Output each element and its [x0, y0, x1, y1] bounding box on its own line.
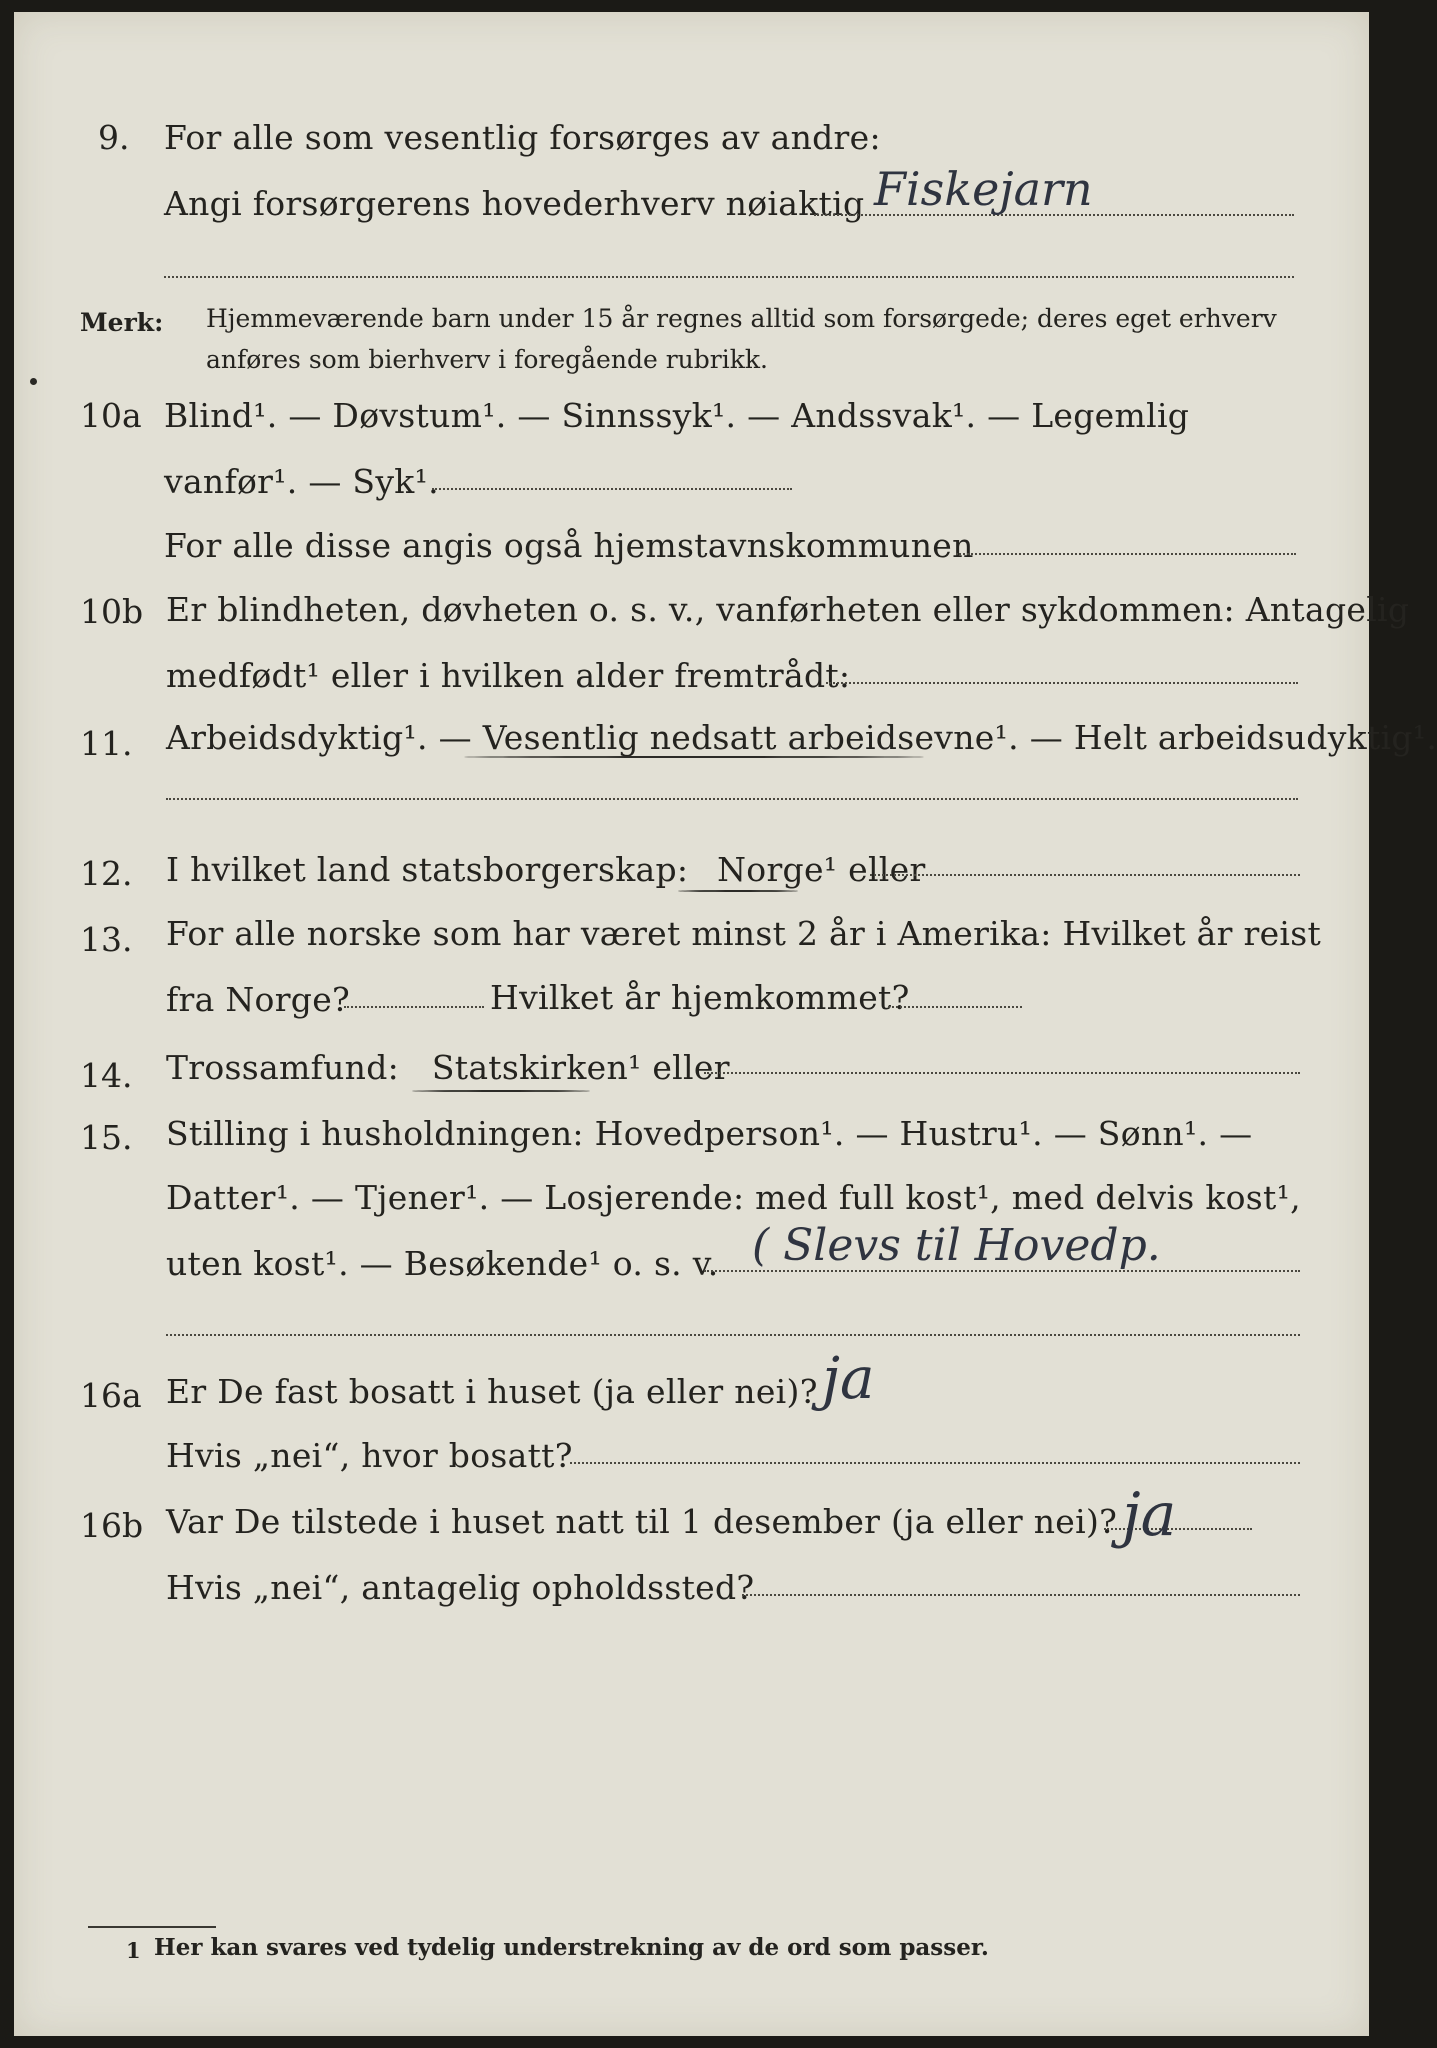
margin-dot — [30, 378, 37, 385]
q14-option-statskirken: Statskirken — [431, 1048, 629, 1087]
q16a-answer-line — [570, 1462, 1300, 1464]
q11-text — [166, 718, 1437, 757]
q13-year-home-line — [888, 1006, 1022, 1008]
q9-answer-line-2 — [164, 276, 1294, 278]
q13-year-left-line — [344, 1006, 484, 1008]
q13-line2b: Hvilket år hjemkommet? — [490, 978, 910, 1017]
q16b-location-line — [742, 1594, 1300, 1596]
merk-line2: anføres som bierhverv i foregående rubrikk. — [206, 345, 768, 374]
q12-number: 12. — [80, 854, 133, 893]
q9-line2: Angi forsørgerens hovederhverv nøiaktig — [164, 184, 865, 223]
q14-underline-mark — [412, 1090, 590, 1092]
q9-line1: For alle som vesentlig forsørges av andre: — [164, 118, 881, 157]
q10a-line3: For alle disse angis også hjemstavnskommunen — [164, 526, 974, 565]
q15-line3: uten kost¹. — Besøkende¹ o. s. v. — [166, 1244, 719, 1283]
census-form-page — [14, 12, 1437, 2036]
q15-line1: Stilling i husholdningen: Hovedperson¹. — Hustru¹. — Sønn¹. — — [166, 1114, 1253, 1153]
q16a-number: 16a — [80, 1376, 142, 1415]
q14-number: 14. — [80, 1056, 133, 1095]
footnote-rule — [88, 1926, 216, 1928]
q15-line2: Datter¹. — Tjener¹. — Losjerende: med full kost¹, med delvis kost¹, — [166, 1178, 1301, 1217]
q15-handwritten-answer: ( Slevs til Hovedp. — [752, 1220, 1161, 1271]
q16b-handwritten-answer: ja — [1122, 1480, 1177, 1550]
q10b-number: 10b — [80, 592, 144, 631]
q9-handwritten-answer: Fiskejarn — [874, 162, 1093, 216]
q10a-line2: vanfør¹. — Syk¹. — [164, 462, 439, 501]
footnote-mark: 1 — [126, 1938, 141, 1963]
q15-number: 15. — [80, 1118, 133, 1157]
q16b-number: 16b — [80, 1506, 144, 1545]
q11-option-nedsatt: Vesentlig nedsatt arbeidsevne — [482, 718, 995, 757]
q11-option-arbeidsdyktig: Arbeidsdyktig¹. — — [166, 718, 483, 757]
q14-option-eller: ¹ eller — [628, 1048, 730, 1087]
q11-answer-line — [166, 798, 1298, 800]
q10a-answer-line — [432, 488, 792, 490]
q13-number: 13. — [80, 920, 133, 959]
q9-number: 9. — [98, 118, 130, 157]
q14-answer-line — [704, 1072, 1300, 1074]
q12-question: I hvilket land statsborgerskap: — [166, 850, 689, 889]
q11-number: 11. — [80, 724, 133, 763]
q15-answer-line-2 — [166, 1334, 1300, 1336]
q12-text — [166, 850, 926, 889]
q16a-line1: Er De fast bosatt i huset (ja eller nei)? — [166, 1372, 818, 1411]
q10b-answer-line — [826, 682, 1298, 684]
q10b-line2: medfødt¹ eller i hvilken alder fremtrådt: — [166, 656, 851, 695]
q16b-line2: Hvis „nei“, antagelig opholdssted? — [166, 1568, 755, 1607]
q13-line2a: fra Norge? — [166, 980, 351, 1019]
q12-underline-mark — [678, 890, 798, 892]
q11-underline-mark — [464, 756, 924, 758]
merk-line1: Hjemmeværende barn under 15 år regnes alltid som forsørgede; deres eget erhverv — [206, 304, 1277, 333]
q12-answer-line — [870, 874, 1300, 876]
merk-label: Merk: — [80, 308, 164, 337]
q10a-number: 10a — [80, 396, 142, 435]
q11-option-rest: ¹. — Helt arbeidsudyktig¹. — [994, 718, 1437, 757]
q12-option-norge: Norge — [717, 850, 824, 889]
footnote-text: Her kan svares ved tydelig understrekning av de ord som passer. — [154, 1934, 989, 1961]
q10b-line1: Er blindheten, døvheten o. s. v., vanførheten eller sykdommen: Antagelig — [166, 590, 1410, 629]
q10a-hometown-line — [956, 553, 1296, 555]
q14-text — [166, 1048, 730, 1087]
q12-option-eller: ¹ eller — [823, 850, 926, 889]
q13-line1: For alle norske som har været minst 2 år i Amerika: Hvilket år reist — [166, 914, 1322, 953]
q14-question: Trossamfund: — [166, 1048, 400, 1087]
q10a-line1: Blind¹. — Døvstum¹. — Sinnssyk¹. — Andssvak¹. — Legemlig — [164, 396, 1190, 435]
q16a-handwritten-answer: ja — [822, 1344, 875, 1412]
q16a-line2: Hvis „nei“, hvor bosatt? — [166, 1436, 573, 1475]
q16b-line1: Var De tilstede i huset natt til 1 desember (ja eller nei)? — [166, 1502, 1118, 1541]
